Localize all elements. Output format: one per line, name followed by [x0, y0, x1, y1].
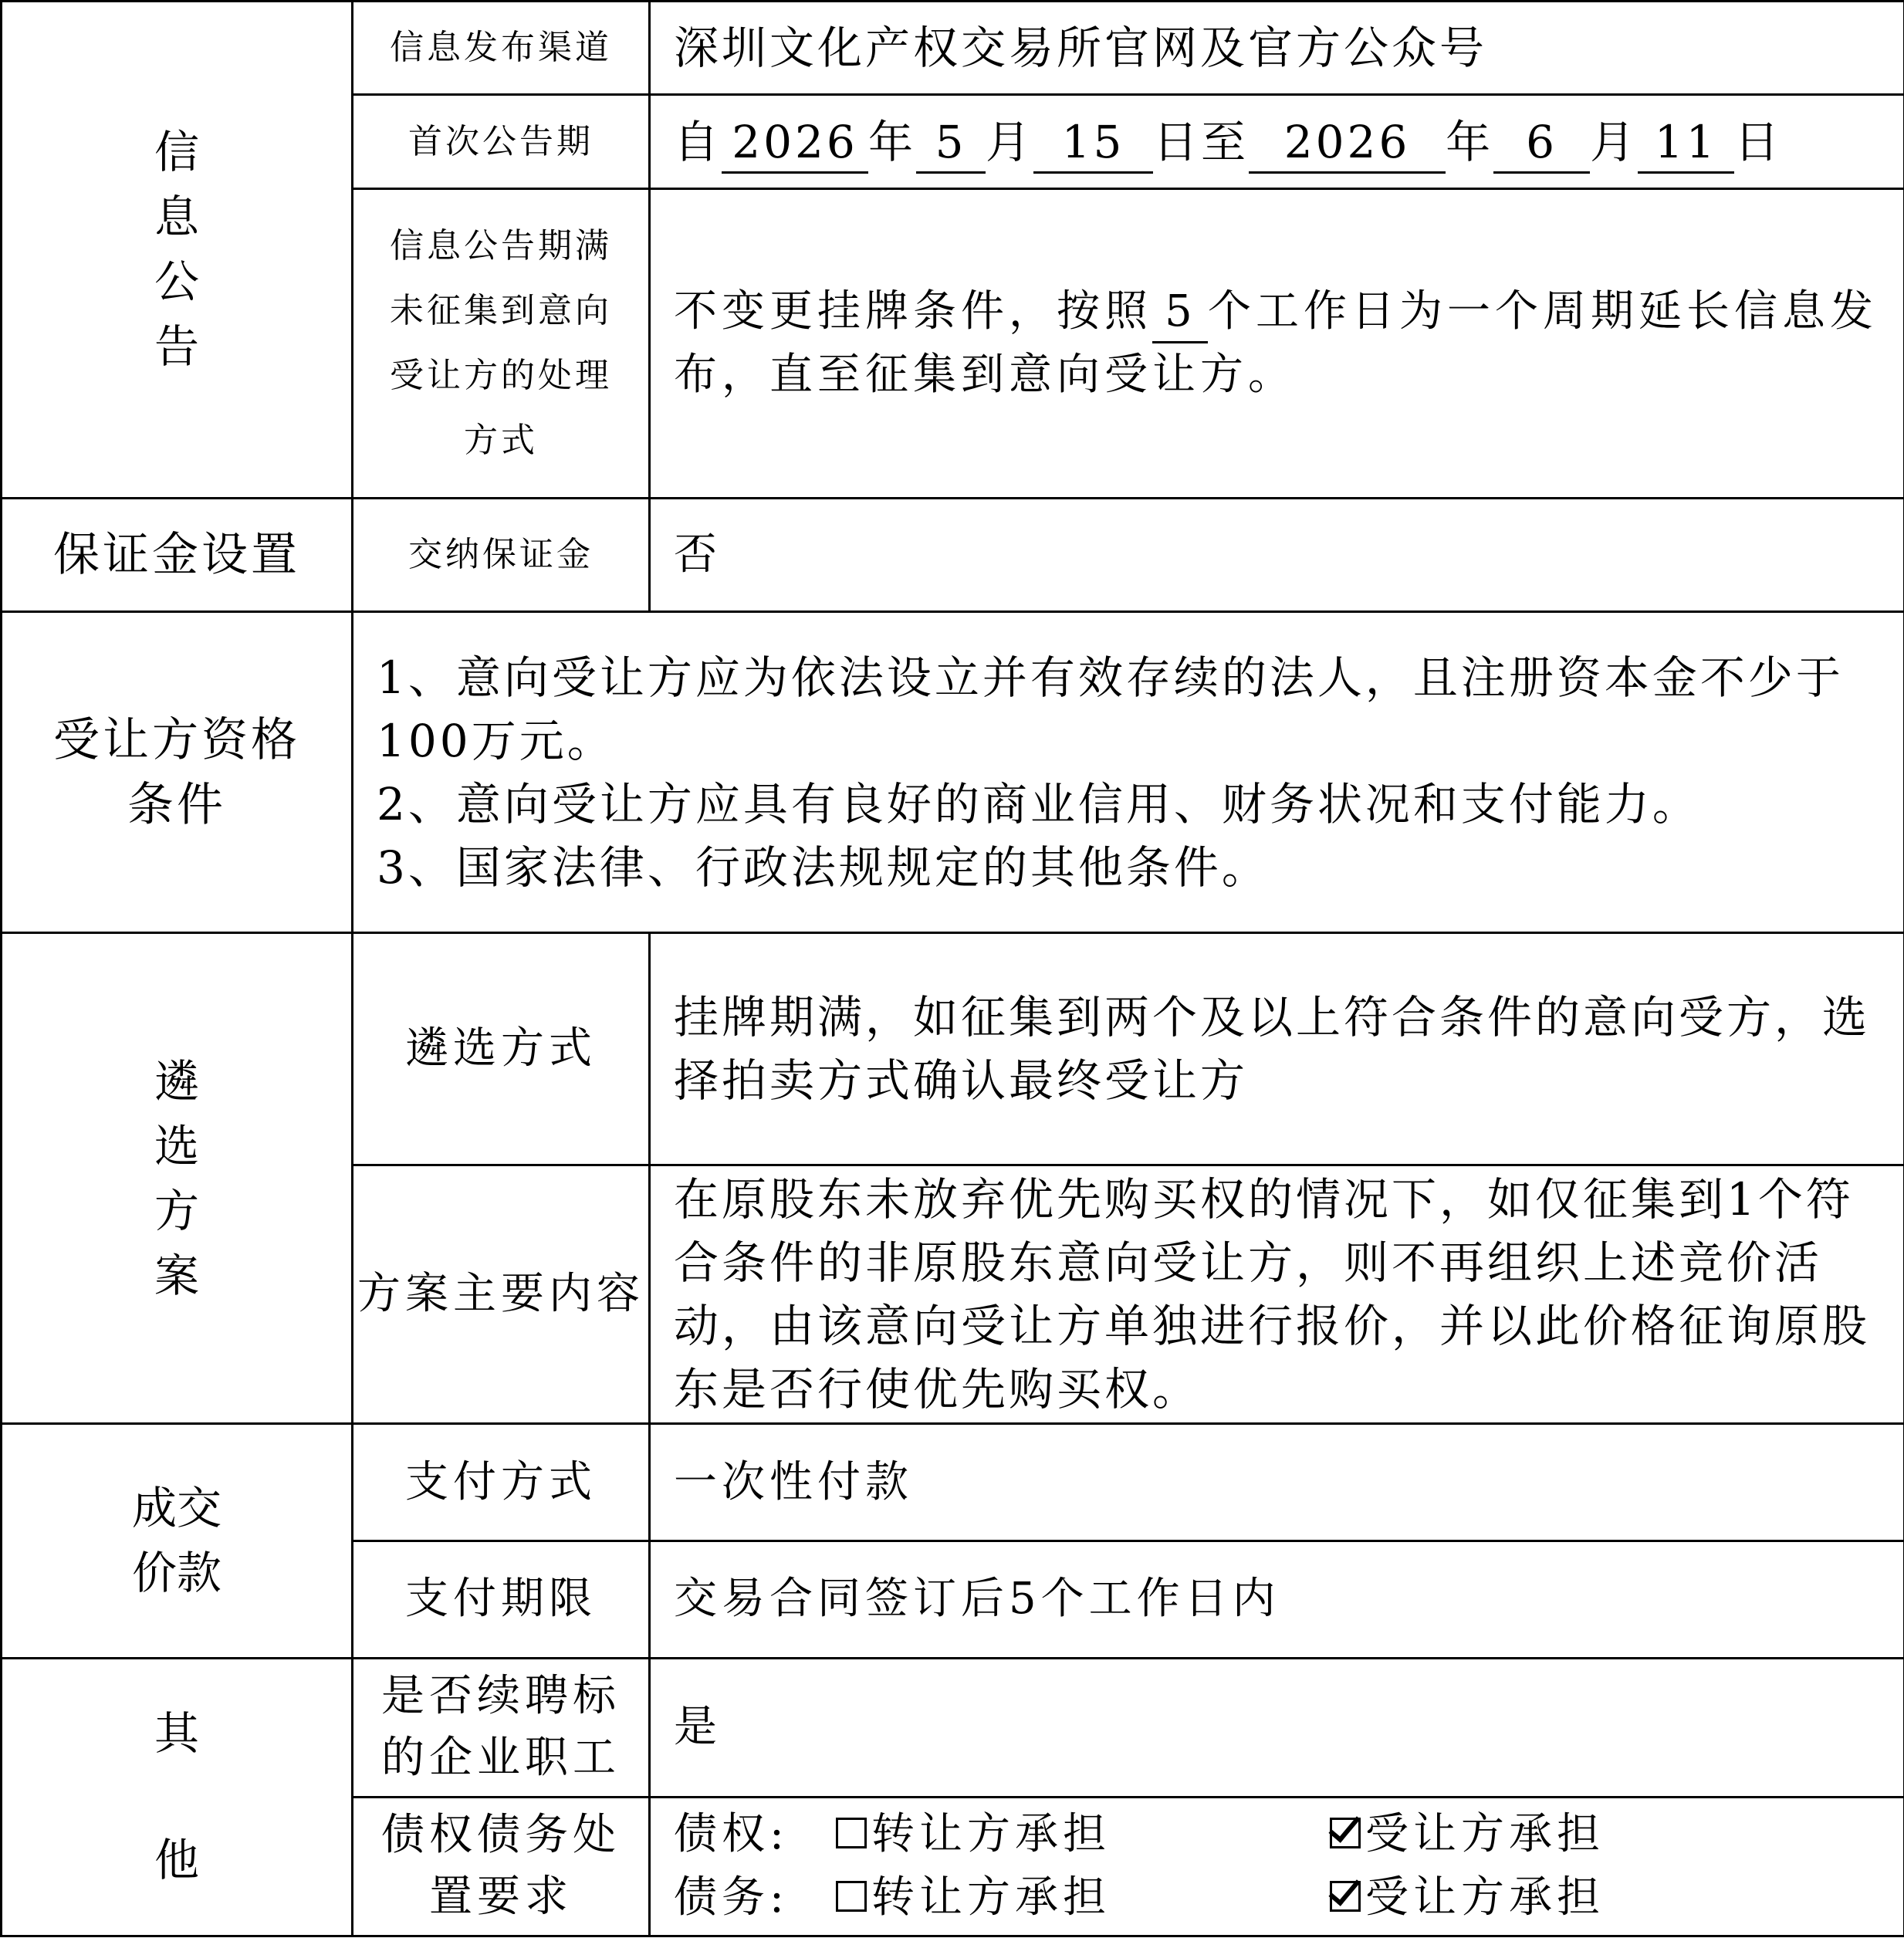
selection-content-label: 方案主要内容 [353, 1165, 650, 1423]
claim-option-transferor[interactable] [836, 1803, 1330, 1866]
option-text: 受让方承担 [1365, 1809, 1605, 1860]
start-day: 15 [1033, 113, 1153, 174]
debt-option-transferor[interactable] [836, 1866, 1330, 1930]
claim-label: 债权: [674, 1809, 789, 1860]
section-other [2, 1658, 353, 1936]
checkbox-checked-icon[interactable] [1330, 1881, 1361, 1912]
section-char: 信 [154, 126, 199, 179]
checkbox-unchecked-icon[interactable] [836, 1881, 867, 1912]
section-char: 他 [154, 1834, 199, 1887]
year-char: 年 [1446, 115, 1494, 168]
section-selection [2, 933, 353, 1424]
debt-row [674, 1866, 1882, 1930]
selection-content-value: 在原股东未放弃优先购买权的情况下，如仅征集到1个符合条件的非原股东意向受让方，则不再组织上述竞价活动，由该意向受让方单独进行报价，并以此价格征询原股东是否行使优先购买权。 [650, 1165, 1904, 1423]
section-line: 成交 [131, 1482, 222, 1535]
payment-term-value: 交易合同签订后5个工作日内 [650, 1541, 1904, 1658]
period-value [650, 95, 1904, 189]
end-day: 11 [1638, 113, 1734, 174]
section-payment [2, 1424, 353, 1658]
period-label: 首次公告期 [353, 95, 650, 189]
month-char: 月 [986, 115, 1034, 168]
section-char: 告 [154, 320, 199, 374]
period-to: 日至 [1153, 115, 1250, 168]
selection-method-label: 遴选方式 [353, 933, 650, 1165]
qualification-list [353, 611, 1904, 932]
expiry-text-a: 不变更挂牌条件，按照 [674, 286, 1152, 337]
section-char: 息 [154, 191, 199, 244]
qualification-item: 3、国家法律、行政法规规定的其他条件。 [377, 840, 1270, 894]
qualification-item: 1、意向受让方应为依法设立并有效存续的法人，且注册资本金不少于100万元。 [377, 651, 1844, 767]
end-month: 6 [1493, 113, 1590, 174]
option-text: 转让方承担 [871, 1809, 1111, 1860]
section-char: 方 [154, 1184, 199, 1237]
channel-label: 信息发布渠道 [353, 2, 650, 95]
qualification-item: 2、意向受让方应具有良好的商业信用、财务状况和支付能力。 [377, 777, 1700, 830]
year-char: 年 [868, 115, 917, 168]
start-month: 5 [916, 113, 986, 174]
expiry-label-line: 未征集到意向 [390, 291, 612, 331]
expiry-label-line: 信息公告期满 [390, 226, 612, 266]
deposit-value: 否 [650, 498, 1904, 611]
expiry-text-b: 个工作日为一个周期延长信息发布，直至征集到意向受让方。 [674, 286, 1878, 401]
checkbox-checked-icon[interactable] [1330, 1818, 1361, 1848]
section-qualification [2, 611, 353, 932]
deposit-label: 交纳保证金 [353, 498, 650, 611]
debt-option-transferee[interactable] [1330, 1866, 1605, 1930]
option-text: 受让方承担 [1365, 1872, 1605, 1923]
end-year: 2026 [1249, 113, 1446, 174]
expiry-label-line: 方式 [464, 421, 538, 461]
staff-label: 是否续聘标的企业职工 [353, 1658, 650, 1797]
checkbox-unchecked-icon[interactable] [836, 1818, 867, 1848]
payment-method-value: 一次性付款 [650, 1424, 1904, 1541]
payment-term-label: 支付期限 [353, 1541, 650, 1658]
option-text: 转让方承担 [871, 1872, 1111, 1923]
expiry-label [353, 189, 650, 498]
month-char: 月 [1590, 115, 1639, 168]
section-char: 公 [154, 255, 199, 309]
period-prefix: 自 [674, 115, 722, 168]
section-info-announcement [2, 2, 353, 499]
section-char: 其 [154, 1707, 199, 1760]
start-year: 2026 [722, 113, 868, 174]
section-deposit: 保证金设置 [2, 498, 353, 611]
claim-row [674, 1803, 1882, 1866]
expiry-label-line: 受让方的处理 [390, 356, 612, 396]
selection-method-value: 挂牌期满，如征集到两个及以上符合条件的意向受方，选择拍卖方式确认最终受让方 [650, 933, 1904, 1165]
section-char: 选 [154, 1119, 199, 1172]
expiry-days: 5 [1152, 282, 1208, 343]
staff-value: 是 [650, 1658, 1904, 1797]
debt-label: 债权债务处置要求 [353, 1797, 650, 1936]
debt-options [650, 1797, 1904, 1936]
section-char: 遴 [154, 1054, 199, 1108]
claim-option-transferee[interactable] [1330, 1803, 1605, 1866]
section-char: 案 [154, 1249, 199, 1302]
section-line: 受让方资格 [53, 712, 300, 767]
channel-value: 深圳文化产权交易所官网及官方公众号 [650, 2, 1904, 95]
section-line: 条件 [127, 777, 226, 832]
payment-method-label: 支付方式 [353, 1424, 650, 1541]
day-char: 日 [1734, 115, 1783, 168]
debt-kind-label: 债务: [674, 1872, 789, 1923]
expiry-value [650, 189, 1904, 498]
section-line: 价款 [131, 1547, 222, 1600]
